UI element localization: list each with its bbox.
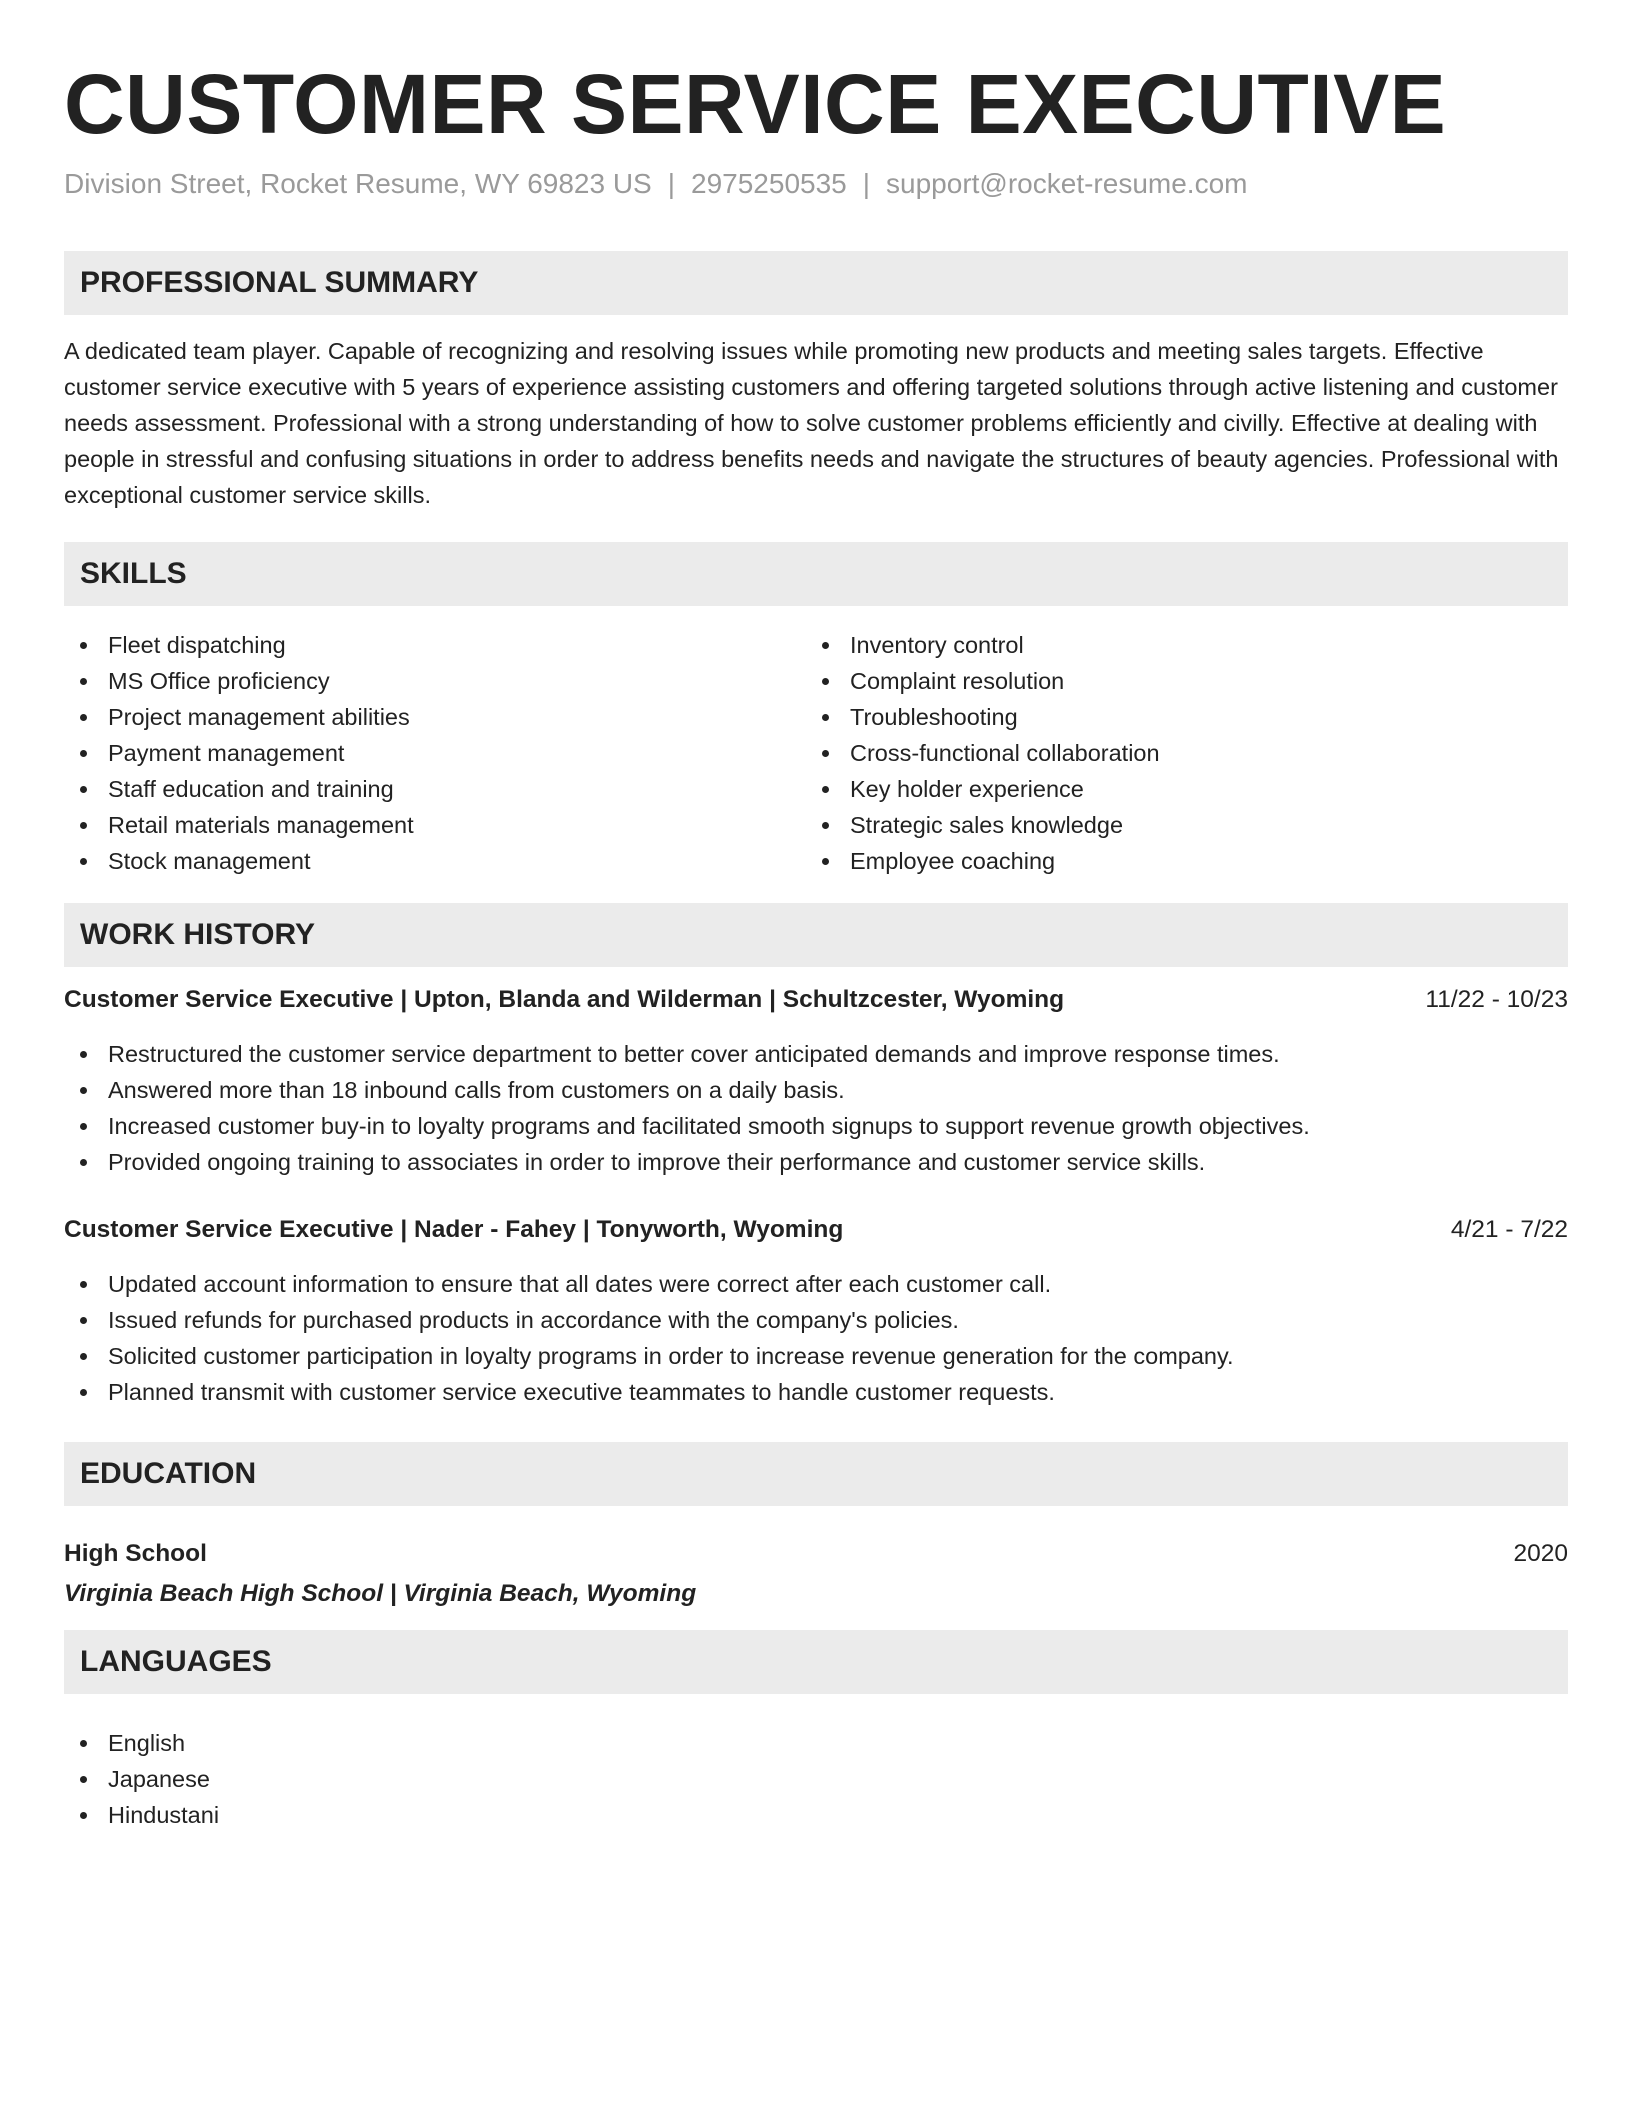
job-duty: Issued refunds for purchased products in accordance with the company's policies. <box>64 1302 1568 1338</box>
skill-item: Complaint resolution <box>806 663 1546 699</box>
job-duty: Updated account information to ensure that all dates were correct after each customer call. <box>64 1266 1568 1302</box>
skill-item: Stock management <box>64 843 804 879</box>
education-school: Virginia Beach High School | Virginia Beach, Wyoming <box>64 1580 697 1607</box>
job-duty: Planned transmit with customer service executive teammates to handle customer requests. <box>64 1374 1568 1410</box>
job-duty: Increased customer buy-in to loyalty programs and facilitated smooth signups to support revenue growth objectives. <box>64 1108 1568 1144</box>
job-title: Customer Service Executive | Upton, Blanda and Wilderman | Schultzcester, Wyoming <box>64 986 1065 1013</box>
contact-address: Division Street, Rocket Resume, WY 69823 US <box>64 168 652 199</box>
skill-item: Strategic sales knowledge <box>806 807 1546 843</box>
contact-phone: 2975250535 <box>691 168 847 199</box>
skill-item: Key holder experience <box>806 771 1546 807</box>
summary-text: A dedicated team player. Capable of recognizing and resolving issues while promoting new products and meeting sales targets. Effective customer service executive with 5 years of experience assisting customers and offering targeted solutions through active listening and customer needs assessment. Professional with a strong understanding of how to solve customer problems efficiently and civilly. Effective at dealing with people in stressful and confusing situations in order to address benefits needs and navigate the structures of beauty agencies. Professional with exceptional customer service skills. <box>64 338 1559 508</box>
skills-list-right <box>806 627 1546 879</box>
skill-item: Employee coaching <box>806 843 1546 879</box>
job-duties-list <box>64 1266 1568 1410</box>
language-item: English <box>64 1725 804 1761</box>
skill-item: Fleet dispatching <box>64 627 804 663</box>
education-degree: High School <box>64 1540 207 1567</box>
section-heading-summary: PROFESSIONAL SUMMARY <box>64 251 1568 315</box>
contact-line <box>64 166 1247 202</box>
job-dates: 11/22 - 10/23 <box>1425 986 1568 1013</box>
skill-item: Cross-functional collaboration <box>806 735 1546 771</box>
job-duty: Restructured the customer service department to better cover anticipated demands and improve response times. <box>64 1036 1568 1072</box>
contact-email: support@rocket-resume.com <box>886 168 1248 199</box>
education-year: 2020 <box>1513 1540 1568 1567</box>
contact-separator: | <box>862 168 871 199</box>
skill-item: Staff education and training <box>64 771 804 807</box>
contact-separator: | <box>667 168 676 199</box>
job-duties-list <box>64 1036 1568 1180</box>
job-title: Customer Service Executive | Nader - Fahey | Tonyworth, Wyoming <box>64 1216 844 1243</box>
skills-list-left <box>64 627 804 879</box>
skill-item: Retail materials management <box>64 807 804 843</box>
section-heading-education: EDUCATION <box>64 1442 1568 1506</box>
candidate-name: CUSTOMER SERVICE EXECUTIVE <box>64 57 1447 151</box>
section-heading-skills: SKILLS <box>64 542 1568 606</box>
job-dates: 4/21 - 7/22 <box>1450 1216 1568 1243</box>
job-duty: Provided ongoing training to associates in order to improve their performance and customer service skills. <box>64 1144 1568 1180</box>
skill-item: MS Office proficiency <box>64 663 804 699</box>
languages-list <box>64 1725 804 1833</box>
language-item: Japanese <box>64 1761 804 1797</box>
skill-item: Project management abilities <box>64 699 804 735</box>
section-heading-languages: LANGUAGES <box>64 1630 1568 1694</box>
skill-item: Inventory control <box>806 627 1546 663</box>
job-duty: Answered more than 18 inbound calls from customers on a daily basis. <box>64 1072 1568 1108</box>
job-duty: Solicited customer participation in loyalty programs in order to increase revenue generation for the company. <box>64 1338 1568 1374</box>
skill-item: Payment management <box>64 735 804 771</box>
skill-item: Troubleshooting <box>806 699 1546 735</box>
language-item: Hindustani <box>64 1797 804 1833</box>
section-heading-work-history: WORK HISTORY <box>64 903 1568 967</box>
